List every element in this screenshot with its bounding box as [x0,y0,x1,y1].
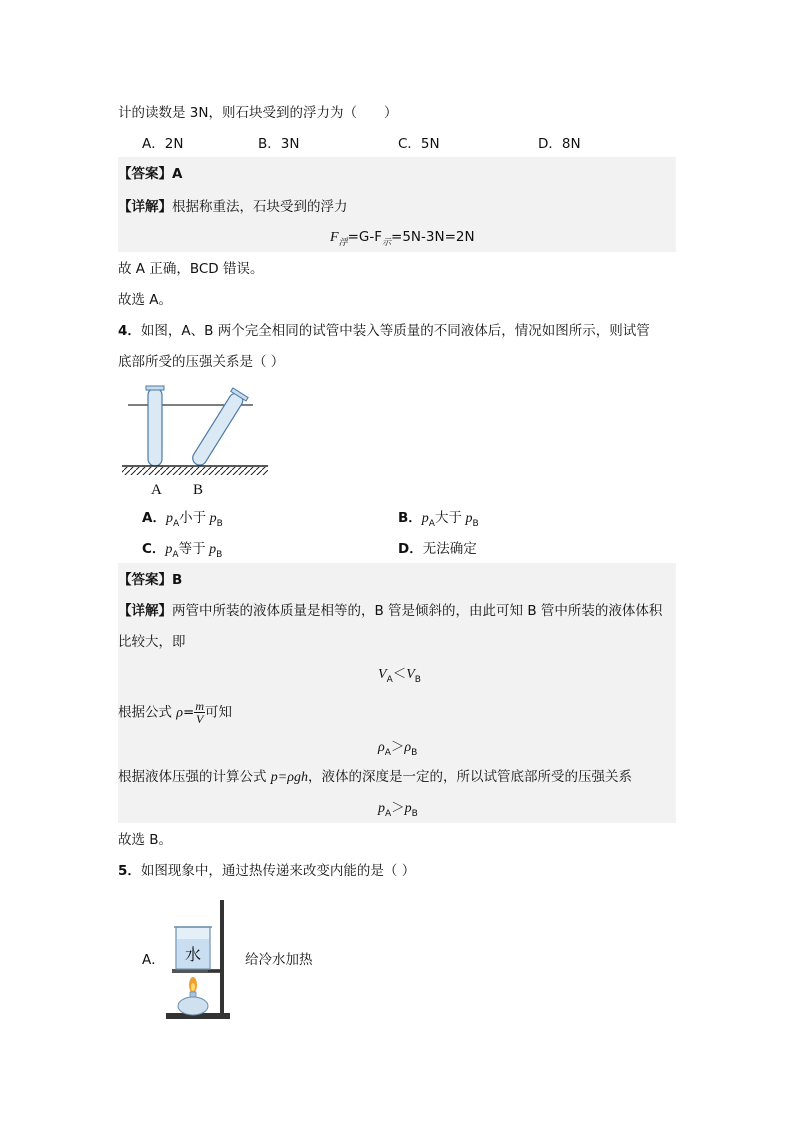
q4-density-formula-line: 根据公式 ρ= $\frac{m}{V}$ 可知 [118,699,233,726]
q5-option-a-text: 给冷水加热 [245,952,313,968]
q4-stem-line1: 4．如图，A、B 两个完全相同的试管中装入等质量的不同液体后，情况如图所示，则试管 [118,323,650,339]
q3-formula: $F_浮=G-F_示=5N-3N=2N$ [330,229,475,247]
heating-apparatus-figure [162,895,242,1025]
label-b: B [193,482,204,498]
q3-option-c: C．5N [398,136,440,152]
q3-stem-tail: 计的读数是 3N，则石块受到的浮力为（ ） [118,105,398,121]
q4-choose: 故选 B。 [118,832,173,848]
q4-option-b: B．$p_A$大于 $p_B$ [398,510,479,529]
q4-option-c: C．$p_A$等于 $p_B$ [142,541,223,560]
q3-detail-line: 【详解】根据称重法，石块受到的浮力 [118,199,348,215]
label-a: A [151,482,162,498]
q4-pressure-relation: $p_A>p_B$ [378,800,418,819]
test-tubes-figure [118,380,278,498]
q4-volume-relation: $V_A<V_B$ [378,666,421,685]
q4-option-a: A．$p_A$小于 $p_B$ [142,510,223,529]
q4-density-relation: $\rho_A>\rho_B$ [378,739,418,758]
tube-a [146,386,164,466]
q3-answer-line: 【答案】A [118,166,183,182]
tube-b [188,388,248,469]
q4-answer-line: 【答案】B [118,572,183,588]
q3-option-b: B．3N [258,136,300,152]
q5-option-a-letter: A． [142,952,165,968]
q3-option-d: D．8N [538,136,581,152]
beaker-label: 水 [185,945,202,964]
q3-choose: 故选 A。 [118,292,173,308]
q3-conclusion: 故 A 正确，BCD 错误。 [118,261,264,277]
q5-stem: 5．如图现象中，通过热传递来改变内能的是（ ） [118,863,416,879]
q3-option-a: A．2N [142,136,184,152]
q4-detail-line1: 【详解】两管中所装的液体质量是相等的，B 管是倾斜的，由此可知 B 管中所装的液体体积 [118,603,663,619]
stand-rod [220,900,224,1018]
q4-option-d: D．无法确定 [398,541,477,557]
q4-pressure-line: 根据液体压强的计算公式 p=ρgh，液体的深度是一定的，所以试管底部所受的压强关系 [118,769,632,785]
mass-over-volume-fraction: $\frac{m}{V}$ [195,699,205,726]
q4-detail-line2: 比较大，即 [118,634,186,650]
q4-stem-line2: 底部所受的压强关系是（ ） [118,354,285,370]
ground-hatch [122,467,268,475]
alcohol-lamp [178,992,208,1015]
